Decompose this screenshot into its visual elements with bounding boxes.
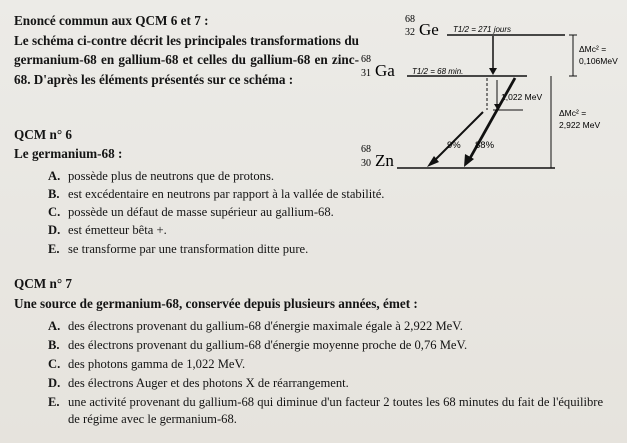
ge-half-life: T1/2 = 271 jours [453,25,512,34]
qcm7-option-e[interactable] [48,394,608,428]
qcm6-option-d[interactable] [48,222,608,239]
qcm6-stem: Le germanium-68 : [14,146,123,161]
qcm7-option-d[interactable] [48,375,608,392]
intro-heading: Enoncé commun aux QCM 6 et 7 : [14,13,209,28]
dmc2-top-value: 0,106MeV [579,56,618,66]
zn-symbol: Zn [375,151,394,170]
option-letter: B. [48,187,60,201]
qcm7-stem: Une source de germanium-68, conservée depuis plusieurs années, émet : [14,296,418,311]
zn-mass-number: 68 [361,144,371,155]
ge-mass-number: 68 [405,14,415,25]
qcm7-option-c[interactable] [48,356,608,373]
option-text: des électrons Auger et des photons X de réarrangement. [68,376,349,390]
option-letter: A. [48,169,61,183]
intro-block [14,11,359,89]
zn-atomic-number: 30 [361,158,371,169]
ga-atomic-number: 31 [361,68,371,79]
ga-mass-number: 68 [361,54,371,65]
intro-text: Le schéma ci-contre décrit les principales transformations du germanium-68 en gallium-68 et celles du gallium-68 en zinc-68. D'après les éléments présentés sur ce schéma : [14,32,359,87]
option-text: des électrons provenant du gallium-68 d'énergie maximale égale à 2,922 MeV. [68,319,463,333]
option-text: est excédentaire en neutrons par rapport à la vallée de stabilité. [68,187,385,201]
option-text: des électrons provenant du gallium-68 d'énergie moyenne proche de 0,76 MeV. [68,338,468,352]
branch-left-percent: 9% [447,140,461,151]
dmc2-bottom-value: 2,922 MeV [559,120,601,130]
option-letter: D. [48,223,61,237]
option-letter: C. [48,357,61,371]
dmc2-bottom-label: ΔMc² = [559,108,587,118]
qcm6-title: QCM n° 6 [14,127,73,142]
ge-symbol: Ge [419,20,439,39]
option-text: possède un défaut de masse supérieur au gallium-68. [68,205,334,219]
option-text: une activité provenant du gallium-68 qui diminue d'un facteur 2 toutes les 68 minutes du fait de l'équilibre de régime avec le germanium-68. [68,395,604,426]
dmc2-top-label: ΔMc² = [579,44,607,54]
option-letter: C. [48,205,61,219]
option-text: des photons gamma de 1,022 MeV. [68,357,246,371]
branch-right-percent: 88% [475,140,495,151]
ga-half-life: T1/2 = 68 min. [412,67,464,76]
qcm6-option-b[interactable] [48,186,608,203]
qcm6-option-c[interactable] [48,204,608,221]
option-text: est émetteur bêta +. [68,223,167,237]
gap-label: 1,022 MeV [501,92,543,102]
option-letter: D. [48,376,61,390]
qcm6-option-a[interactable] [48,168,608,185]
option-letter: E. [48,242,60,256]
option-letter: E. [48,395,60,409]
option-text: se transforme par une transformation ditte pure. [68,242,309,256]
qcm7-option-a[interactable] [48,318,608,335]
qcm7-option-b[interactable] [48,337,608,354]
ga-symbol: Ga [375,61,395,80]
option-letter: B. [48,338,60,352]
branch-arrow-left [433,112,483,162]
ge-atomic-number: 32 [405,27,415,38]
option-letter: A. [48,319,61,333]
option-text: possède plus de neutrons que de protons. [68,169,275,183]
qcm7-title: QCM n° 7 [14,276,73,291]
qcm6-option-e[interactable] [48,241,608,258]
